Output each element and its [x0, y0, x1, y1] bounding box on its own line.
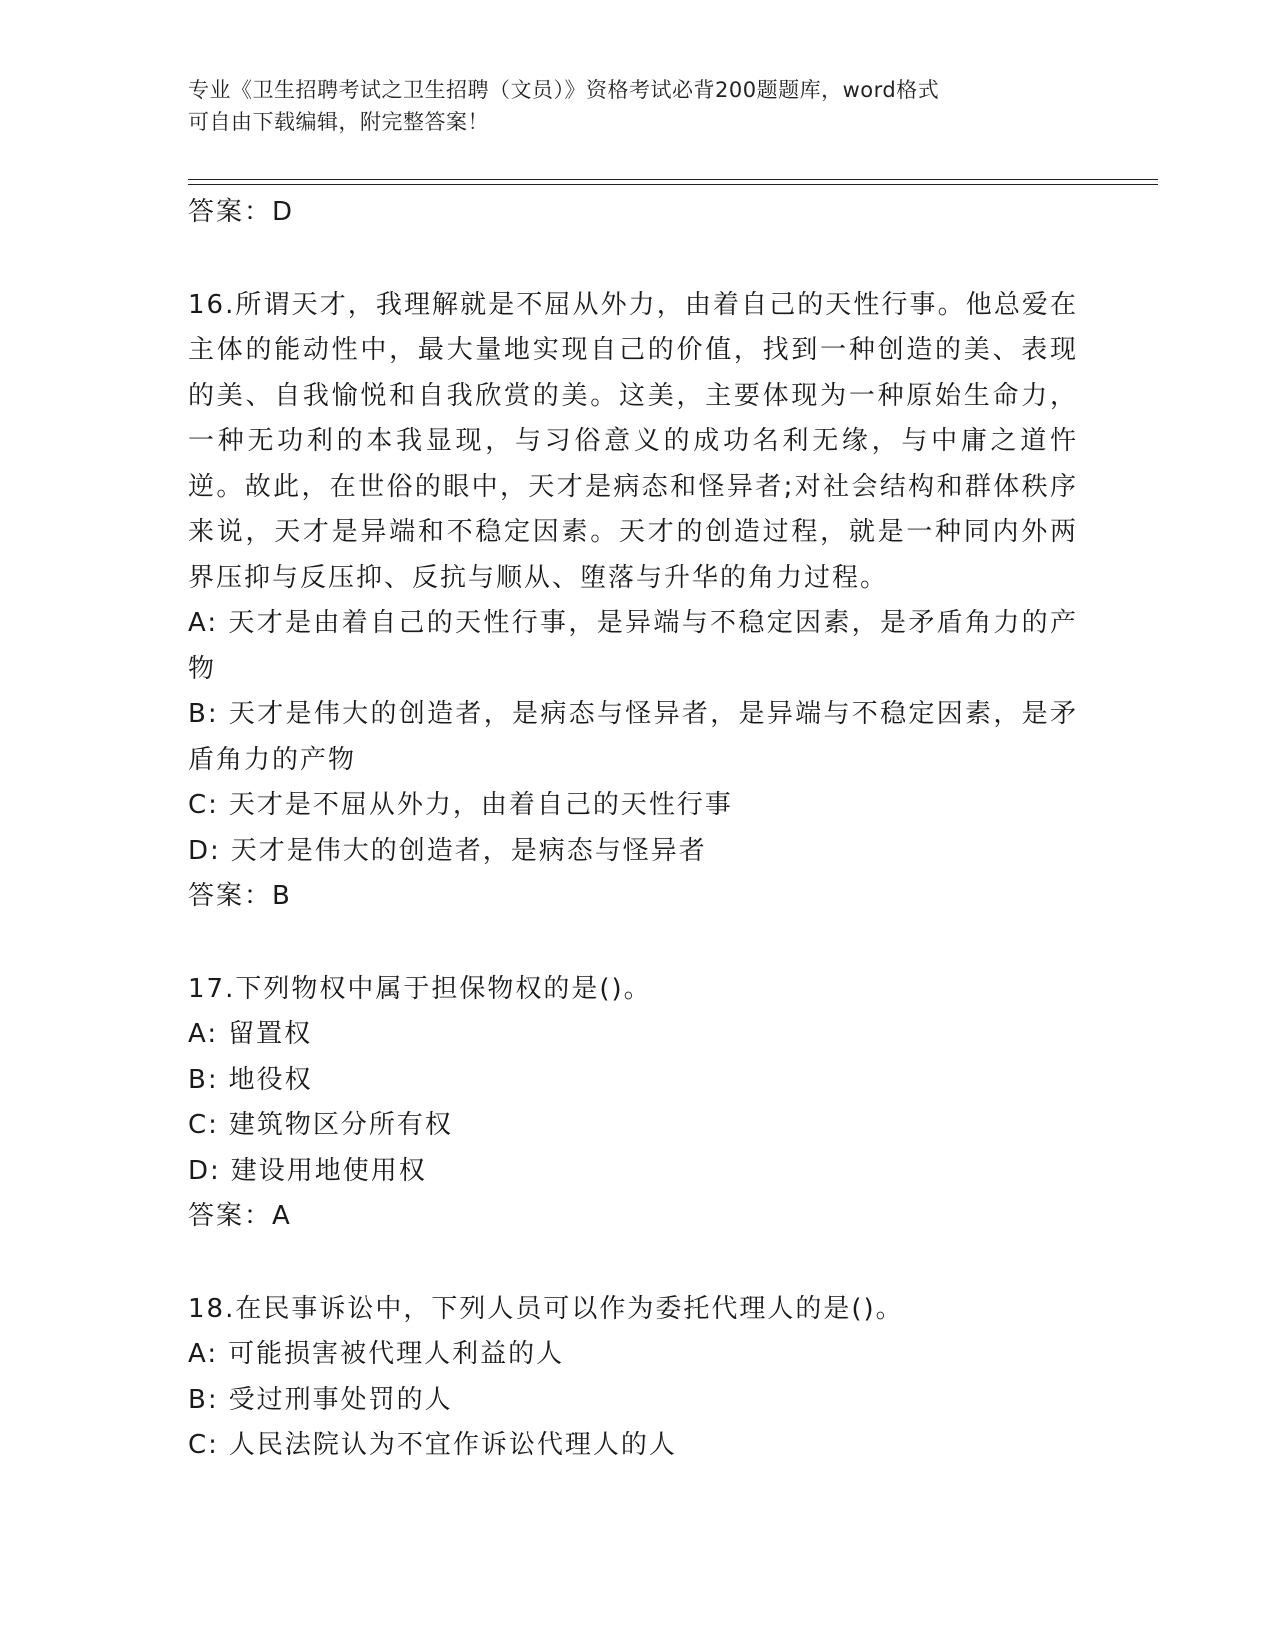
header-divider-top — [188, 179, 1158, 180]
header-line-1: 专业《卫生招聘考试之卫生招聘（文员）》资格考试必背200题题库，word格式 — [188, 78, 940, 102]
option-key: D: — [188, 835, 221, 866]
option-text: 受过刑事处罚的人 — [228, 1384, 453, 1415]
option-b — [188, 692, 1078, 783]
option-key: C: — [188, 1110, 219, 1140]
question-17 — [188, 967, 1088, 1240]
question-stem: 17.下列物权中属于担保物权的是()。 — [188, 973, 652, 1004]
option-c — [188, 783, 1088, 829]
option-text: 建设用地使用权 — [230, 1155, 427, 1186]
option-b — [188, 1378, 1088, 1424]
option-key: A: — [188, 1019, 219, 1049]
option-key: C: — [188, 790, 219, 820]
question-stem: 18.在民事诉讼中，下列人员可以作为委托代理人的是()。 — [188, 1293, 904, 1324]
option-c — [188, 1103, 1088, 1149]
header-divider-bottom — [188, 184, 1158, 185]
header-line-2: 可自由下载编辑，附完整答案！ — [188, 110, 489, 134]
option-key: A: — [188, 608, 219, 638]
document-body — [188, 190, 1088, 1469]
option-text: 建筑物区分所有权 — [228, 1110, 453, 1140]
question-stem: 16.所谓天才，我理解就是不屈从外力，由着自己的天性行事。他总爱在主体的能动性中，最大量地实现自己的价值，找到一种创造的美、表现的美、自我愉悦和自我欣赏的美。这美，主要体现为一种原始生命力，一种无功利的本我显现，与习俗意义的成功名利无缘，与中庸之道忤逆。故此，在世俗的眼中，天才是病态和怪异者;对社会结构和群体秩序来说，天才是异端和不稳定因素。天才的创造过程，就是一种同内外两界压抑与反压抑、反抗与顺从、堕落与升华的角力过程。 — [188, 289, 1078, 593]
option-key: D: — [188, 1155, 221, 1186]
answer: 答案：B — [188, 881, 292, 911]
option-key: B: — [188, 699, 219, 729]
option-a — [188, 1012, 1088, 1058]
option-text: 可能损害被代理人利益的人 — [228, 1339, 565, 1369]
option-d — [188, 829, 1088, 875]
option-key: B: — [188, 1064, 219, 1095]
option-d — [188, 1149, 1088, 1195]
option-text: 天才是由着自己的天性行事，是异端与不稳定因素，是矛盾角力的产物 — [188, 608, 1078, 684]
answer: 答案：A — [188, 1201, 292, 1231]
previous-answer: 答案：D — [188, 197, 295, 227]
option-key: A: — [188, 1339, 219, 1369]
option-key: C: — [188, 1430, 219, 1460]
option-a — [188, 601, 1078, 692]
option-b — [188, 1058, 1088, 1104]
document-header — [188, 74, 1068, 138]
option-key: B: — [188, 1384, 219, 1415]
option-text: 天才是伟大的创造者，是病态与怪异者，是异端与不稳定因素，是矛盾角力的产物 — [188, 699, 1078, 775]
option-text: 天才是伟大的创造者，是病态与怪异者 — [230, 835, 707, 866]
option-text: 天才是不屈从外力，由着自己的天性行事 — [228, 790, 733, 820]
option-a — [188, 1332, 1088, 1378]
option-text: 地役权 — [228, 1064, 313, 1095]
option-c — [188, 1423, 1088, 1469]
option-text: 人民法院认为不宜作诉讼代理人的人 — [228, 1430, 677, 1460]
question-18 — [188, 1287, 1088, 1469]
question-16 — [188, 283, 1088, 920]
option-text: 留置权 — [228, 1019, 313, 1049]
